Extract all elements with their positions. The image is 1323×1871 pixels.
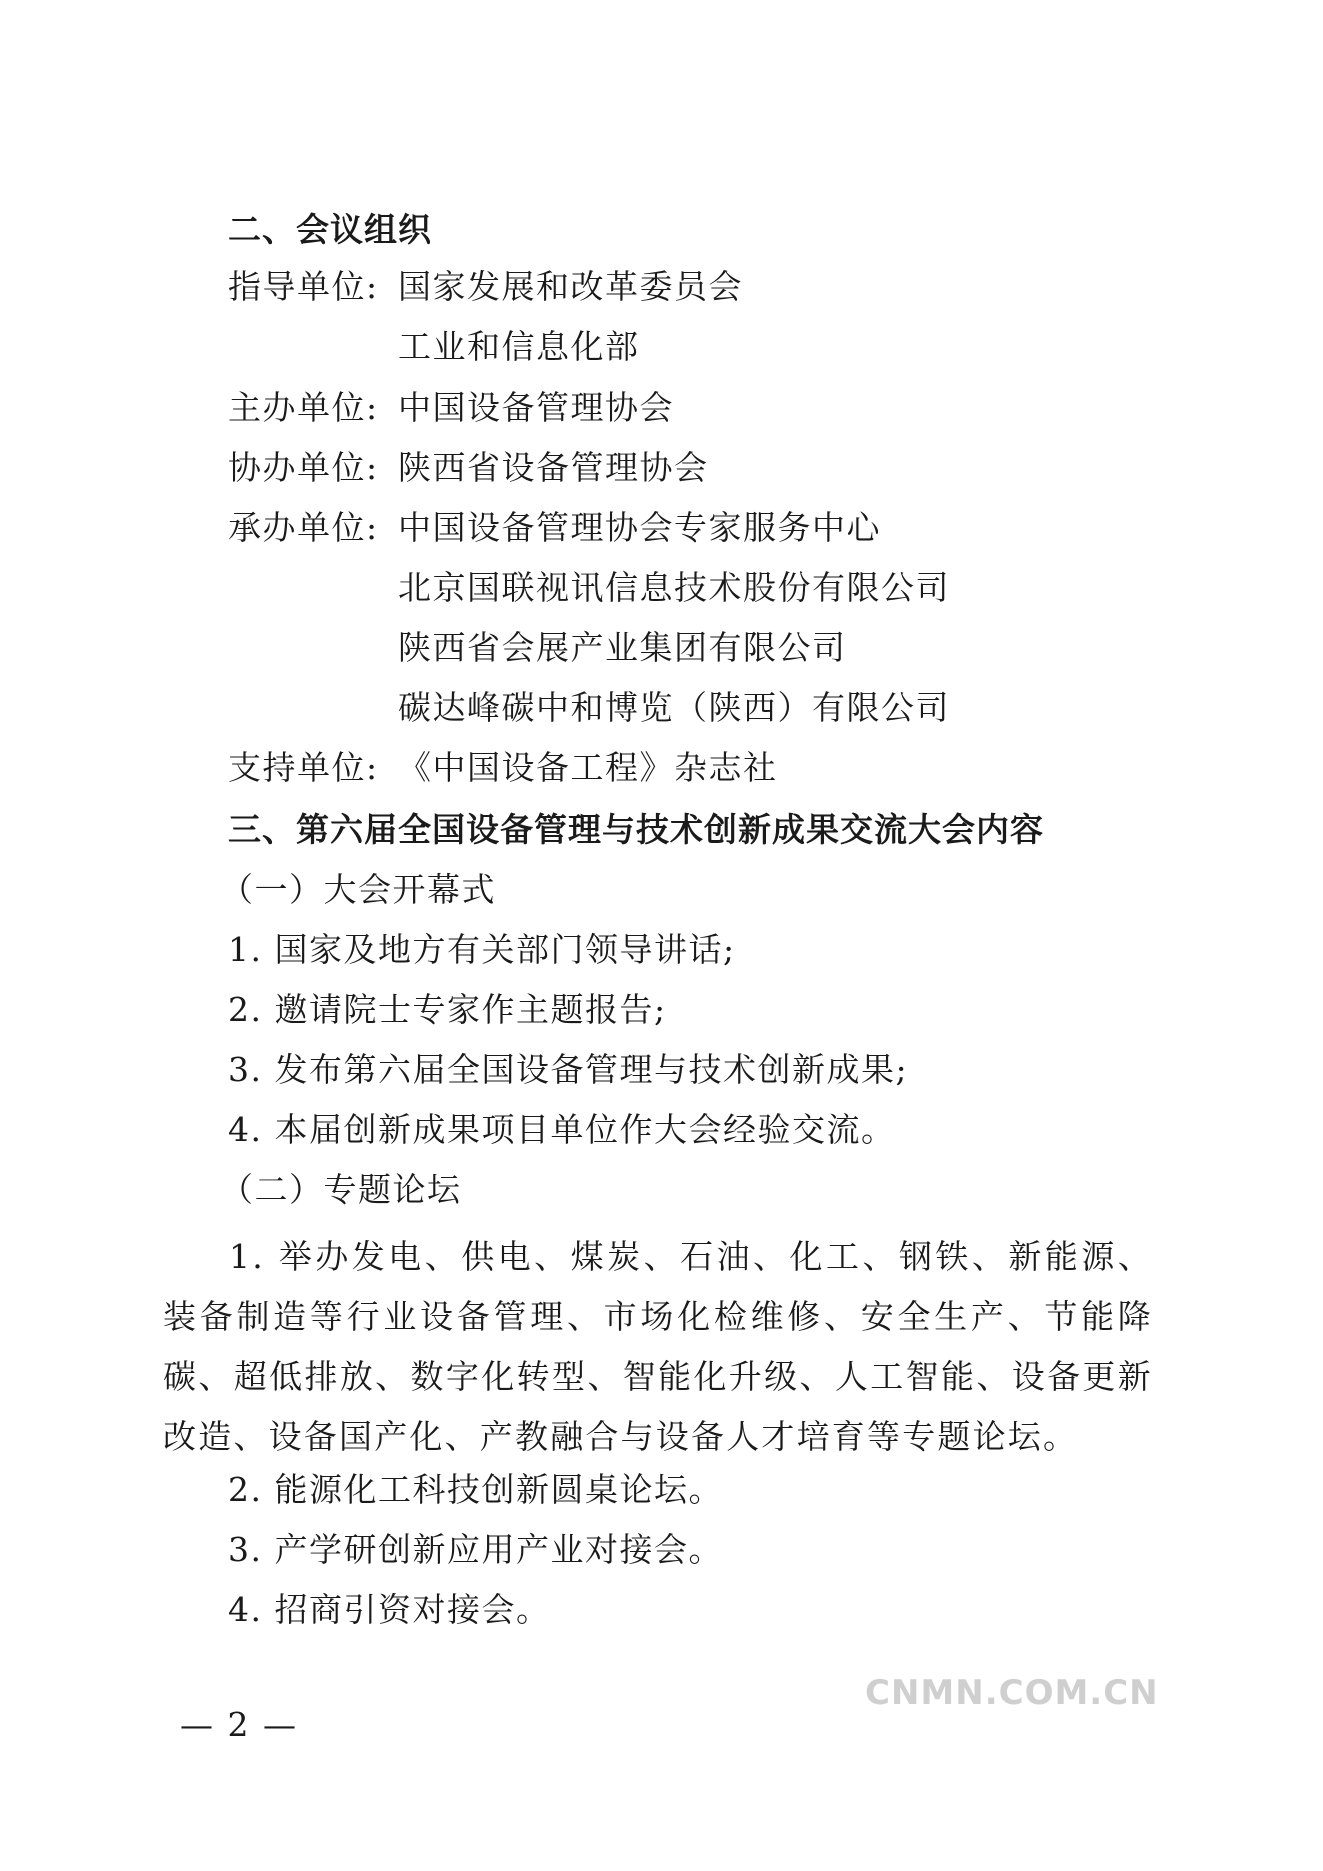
- organizer-unit-3: 陕西省会展产业集团有限公司: [398, 628, 847, 667]
- guide-unit-row: [228, 267, 743, 307]
- forum-item-1: 1. 举办发电、供电、煤炭、石油、化工、钢铁、新能源、装备制造等行业设备管理、市场化检维修、安全生产、节能降碳、超低排放、数字化转型、智能化升级、人工智能、设备更新改造、设备国产化、产教融合与设备人才培育等专题论坛。: [163, 1237, 1154, 1456]
- organizer-unit-row: [228, 508, 881, 548]
- organizer-unit-1: 中国设备管理协会专家服务中心: [398, 508, 881, 547]
- forum-item-4: 4. 招商引资对接会。: [228, 1590, 551, 1629]
- co-label: 协办单位:: [228, 448, 379, 487]
- organizer-label: 承办单位:: [228, 508, 379, 547]
- support-unit-row: [228, 748, 778, 788]
- section-3-heading: 三、第六届全国设备管理与技术创新成果交流大会内容: [228, 810, 1044, 849]
- forum-item-2: 2. 能源化工科技创新圆桌论坛。: [228, 1470, 723, 1509]
- opening-item-3: 3. 发布第六届全国设备管理与技术创新成果;: [228, 1050, 909, 1089]
- organizer-unit-2: 北京国联视讯信息技术股份有限公司: [398, 568, 950, 607]
- subsection-1-title: （一）大会开幕式: [220, 870, 496, 909]
- site-watermark: CNMN.COM.CN: [865, 1673, 1159, 1713]
- forum-item-3: 3. 产学研创新应用产业对接会。: [228, 1530, 723, 1569]
- organizer-unit-4: 碳达峰碳中和博览（陕西）有限公司: [398, 688, 950, 727]
- guide-unit-2: 工业和信息化部: [398, 327, 640, 366]
- support-label: 支持单位:: [228, 748, 379, 787]
- guide-unit-1: 国家发展和改革委员会: [398, 267, 743, 306]
- page-number: — 2 —: [180, 1705, 298, 1744]
- co-unit-row: [228, 448, 709, 488]
- co-unit: 陕西省设备管理协会: [398, 448, 709, 487]
- opening-item-1: 1. 国家及地方有关部门领导讲话;: [228, 930, 736, 969]
- section-2-heading: 二、会议组织: [228, 210, 432, 249]
- subsection-2-title: （二）专题论坛: [220, 1170, 462, 1209]
- guide-label: 指导单位:: [228, 267, 379, 306]
- host-label: 主办单位:: [228, 388, 379, 427]
- opening-item-2: 2. 邀请院士专家作主题报告;: [228, 990, 667, 1029]
- support-unit: 《中国设备工程》杂志社: [398, 748, 778, 787]
- host-unit: 中国设备管理协会: [398, 388, 674, 427]
- host-unit-row: [228, 388, 674, 428]
- opening-item-4: 4. 本届创新成果项目单位作大会经验交流。: [228, 1110, 896, 1149]
